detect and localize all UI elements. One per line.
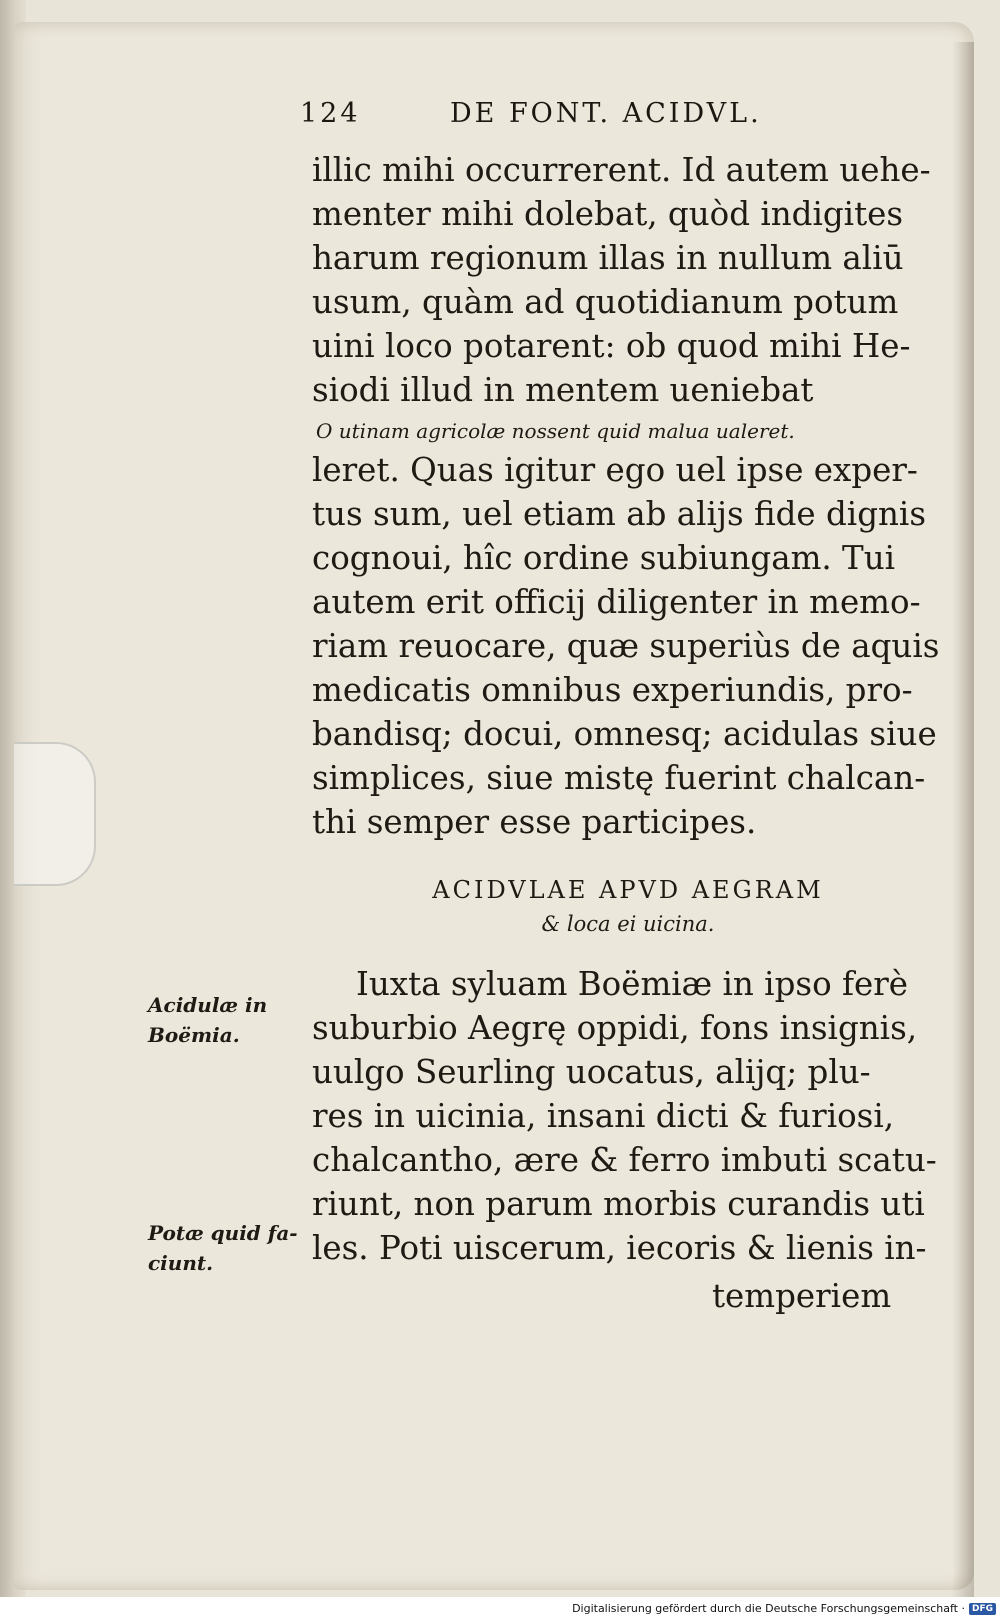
text-line: usum, quàm ad quotidianum potum [312,283,899,321]
text-line: res in uicinia, insani dicti & furiosi, [312,1097,895,1135]
section-subheading: & loca ei uicina. [541,912,715,936]
text-line: tus sum, uel etiam ab alijs fide dignis [312,495,927,533]
paragraph-2 [312,448,942,844]
quote-line: O utinam agricolæ nossent quid malua ualeret. [316,419,795,443]
text-line: medicatis omnibus experiundis, pro- [312,671,913,709]
text-line: uulgo Seurling uocatus, alijq; plu- [312,1053,871,1091]
text-line: menter mihi dolebat, quòd indigites [312,195,904,233]
text-line: harum regionum illas in nullum aliū [312,239,904,277]
section-heading: ACIDVLAE APVD AEGRAM [432,876,824,904]
running-title: DE FONT. ACIDVL. [450,98,762,129]
margin-note [148,990,267,1050]
margin-note-line: ciunt. [148,1251,214,1275]
dfg-logo: DFG [969,1603,996,1615]
text-line: simplices, siue mistę fuerint chalcan- [312,759,926,797]
text-line: illic mihi occurrerent. Id autem uehe- [312,151,931,189]
text-line: riam reuocare, quæ superiùs de aquis [312,627,940,665]
text-line: Iuxta syluam Boëmiæ in ipso ferè [356,965,908,1003]
paragraph-3 [312,962,942,1270]
text-line: autem erit officij diligenter in memo- [312,583,921,621]
credit-text: Digitalisierung gefördert durch die Deutsche Forschungsgemeinschaft · [572,1602,965,1615]
text-line: thi semper esse participes. [312,803,757,841]
margin-note-line: Potæ quid fa- [148,1221,298,1245]
text-line: suburbio Aegrę oppidi, fons insignis, [312,1009,918,1047]
page-clip [14,742,96,886]
margin-note [148,1218,298,1278]
page-number: 124 [300,98,361,129]
page-gutter-shadow [952,42,974,1602]
text-line: riunt, non parum morbis curandis uti [312,1185,925,1223]
running-header [300,98,820,138]
text-line: chalcantho, ære & ferro imbuti scatu- [312,1141,937,1179]
text-line: uini loco potarent: ob quod mihi He- [312,327,911,365]
text-line: les. Poti uiscerum, iecoris & lienis in- [312,1229,927,1267]
paragraph-1 [312,148,942,412]
margin-note-line: Boëmia. [148,1023,240,1047]
catchword: temperiem [712,1277,892,1315]
text-line: leret. Quas igitur ego uel ipse exper- [312,451,918,489]
text-line: bandisq; docui, omnesq; acidulas siue [312,715,937,753]
digitization-credit [572,1602,996,1615]
margin-note-line: Acidulæ in [148,993,268,1017]
text-line: siodi illud in mentem ueniebat [312,371,814,409]
text-line: cognoui, hîc ordine subiungam. Tui [312,539,896,577]
